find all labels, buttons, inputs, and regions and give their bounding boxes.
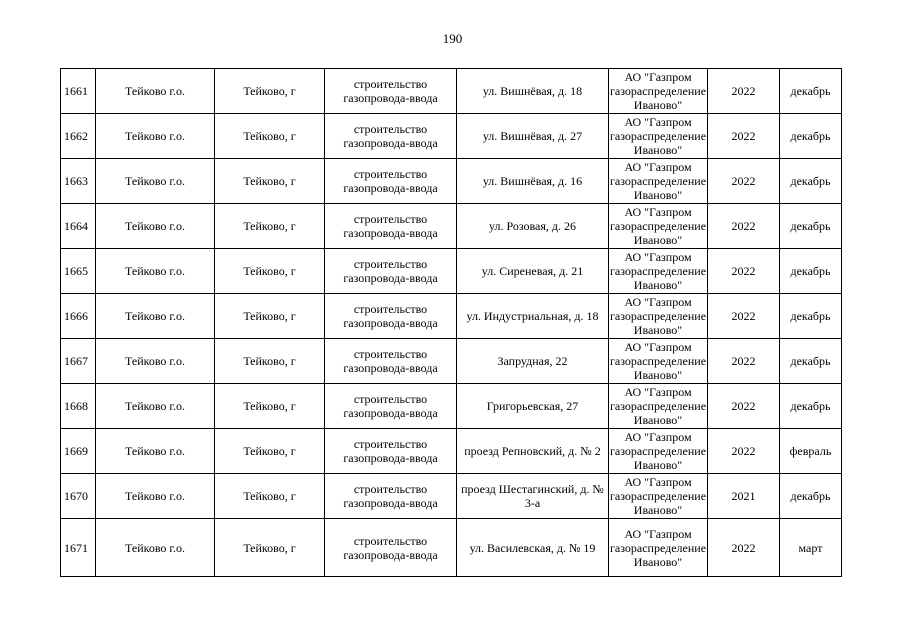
row-number-cell: 1662 [61, 114, 96, 159]
address-cell: Запрудная, 22 [457, 339, 609, 384]
district-cell: Тейково г.о. [96, 339, 215, 384]
address-cell: ул. Вишнёвая, д. 16 [457, 159, 609, 204]
row-number-cell: 1666 [61, 294, 96, 339]
owner-cell: АО "Газпром газораспределение Иваново" [609, 385, 707, 427]
row-number-cell: 1671 [61, 519, 96, 577]
locality-cell: Тейково, г [215, 429, 325, 474]
locality-cell: Тейково, г [215, 519, 325, 577]
year-cell: 2022 [708, 249, 780, 294]
address-cell: проезд Репновский, д. № 2 [457, 429, 609, 474]
district-cell: Тейково г.о. [96, 249, 215, 294]
owner-cell: АО "Газпром газораспределение Иваново" [609, 160, 707, 202]
page-number: 190 [442, 31, 463, 46]
work-type-cell: строительство газопровода-ввода [325, 474, 457, 519]
year-cell: 2022 [708, 294, 780, 339]
owner-cell: АО "Газпром газораспределение Иваново" [609, 205, 707, 247]
month-cell: февраль [780, 429, 842, 474]
table-row [61, 159, 842, 204]
owner-cell: АО "Газпром газораспределение Иваново" [609, 70, 707, 112]
owner-cell: АО "Газпром газораспределение Иваново" [609, 340, 707, 382]
row-number-cell: 1661 [61, 69, 96, 114]
month-cell: декабрь [780, 474, 842, 519]
address-cell: ул. Вишнёвая, д. 27 [457, 114, 609, 159]
district-cell: Тейково г.о. [96, 519, 215, 577]
address-cell: ул. Розовая, д. 26 [457, 204, 609, 249]
district-cell: Тейково г.о. [96, 429, 215, 474]
row-number-cell: 1670 [61, 474, 96, 519]
year-cell: 2022 [708, 339, 780, 384]
row-number-cell: 1669 [61, 429, 96, 474]
district-cell: Тейково г.о. [96, 294, 215, 339]
work-type-cell: строительство газопровода-ввода [325, 384, 457, 429]
table-row [61, 204, 842, 249]
work-type-cell: строительство газопровода-ввода [325, 339, 457, 384]
year-cell: 2022 [708, 519, 780, 577]
locality-cell: Тейково, г [215, 384, 325, 429]
month-cell: декабрь [780, 204, 842, 249]
table-row [61, 474, 842, 519]
year-cell: 2022 [708, 69, 780, 114]
month-cell: декабрь [780, 384, 842, 429]
year-cell: 2021 [708, 474, 780, 519]
month-cell: декабрь [780, 159, 842, 204]
district-cell: Тейково г.о. [96, 204, 215, 249]
table-row [61, 69, 842, 114]
month-cell: декабрь [780, 69, 842, 114]
work-type-cell: строительство газопровода-ввода [325, 519, 457, 577]
locality-cell: Тейково, г [215, 339, 325, 384]
district-cell: Тейково г.о. [96, 384, 215, 429]
locality-cell: Тейково, г [215, 204, 325, 249]
owner-cell: АО "Газпром газораспределение Иваново" [609, 430, 707, 472]
month-cell: декабрь [780, 339, 842, 384]
table-body [61, 69, 842, 577]
district-cell: Тейково г.о. [96, 474, 215, 519]
table-row [61, 114, 842, 159]
table-row [61, 384, 842, 429]
district-cell: Тейково г.о. [96, 69, 215, 114]
district-cell: Тейково г.о. [96, 159, 215, 204]
locality-cell: Тейково, г [215, 294, 325, 339]
month-cell: декабрь [780, 294, 842, 339]
address-cell: ул. Индустриальная, д. 18 [457, 294, 609, 339]
locality-cell: Тейково, г [215, 114, 325, 159]
owner-cell: АО "Газпром газораспределение Иваново" [609, 250, 707, 292]
table-row [61, 294, 842, 339]
table-row [61, 429, 842, 474]
address-cell: ул. Сиреневая, д. 21 [457, 249, 609, 294]
address-cell: ул. Вишнёвая, д. 18 [457, 69, 609, 114]
year-cell: 2022 [708, 114, 780, 159]
table-row [61, 249, 842, 294]
row-number-cell: 1667 [61, 339, 96, 384]
row-number-cell: 1664 [61, 204, 96, 249]
year-cell: 2022 [708, 429, 780, 474]
work-type-cell: строительство газопровода-ввода [325, 204, 457, 249]
year-cell: 2022 [708, 384, 780, 429]
district-cell: Тейково г.о. [96, 114, 215, 159]
month-cell: декабрь [780, 114, 842, 159]
owner-cell: АО "Газпром газораспределение Иваново" [609, 115, 707, 157]
year-cell: 2022 [708, 159, 780, 204]
owner-cell: АО "Газпром газораспределение Иваново" [609, 295, 707, 337]
year-cell: 2022 [708, 204, 780, 249]
table-row [61, 339, 842, 384]
month-cell: март [780, 519, 842, 577]
row-number-cell: 1668 [61, 384, 96, 429]
owner-cell: АО "Газпром газораспределение Иваново" [609, 475, 707, 517]
table-row [61, 519, 842, 577]
work-type-cell: строительство газопровода-ввода [325, 294, 457, 339]
locality-cell: Тейково, г [215, 159, 325, 204]
row-number-cell: 1663 [61, 159, 96, 204]
work-type-cell: строительство газопровода-ввода [325, 159, 457, 204]
locality-cell: Тейково, г [215, 69, 325, 114]
month-cell: декабрь [780, 249, 842, 294]
locality-cell: Тейково, г [215, 474, 325, 519]
gas-connection-table [60, 68, 842, 577]
address-cell: Григорьевская, 27 [457, 384, 609, 429]
row-number-cell: 1665 [61, 249, 96, 294]
address-cell: ул. Василевская, д. № 19 [457, 519, 609, 577]
owner-cell: АО "Газпром газораспределение Иваново" [609, 519, 708, 577]
address-cell: проезд Шестагинский, д. № 3-а [457, 474, 609, 519]
work-type-cell: строительство газопровода-ввода [325, 429, 457, 474]
work-type-cell: строительство газопровода-ввода [325, 249, 457, 294]
work-type-cell: строительство газопровода-ввода [325, 114, 457, 159]
work-type-cell: строительство газопровода-ввода [325, 69, 457, 114]
locality-cell: Тейково, г [215, 249, 325, 294]
